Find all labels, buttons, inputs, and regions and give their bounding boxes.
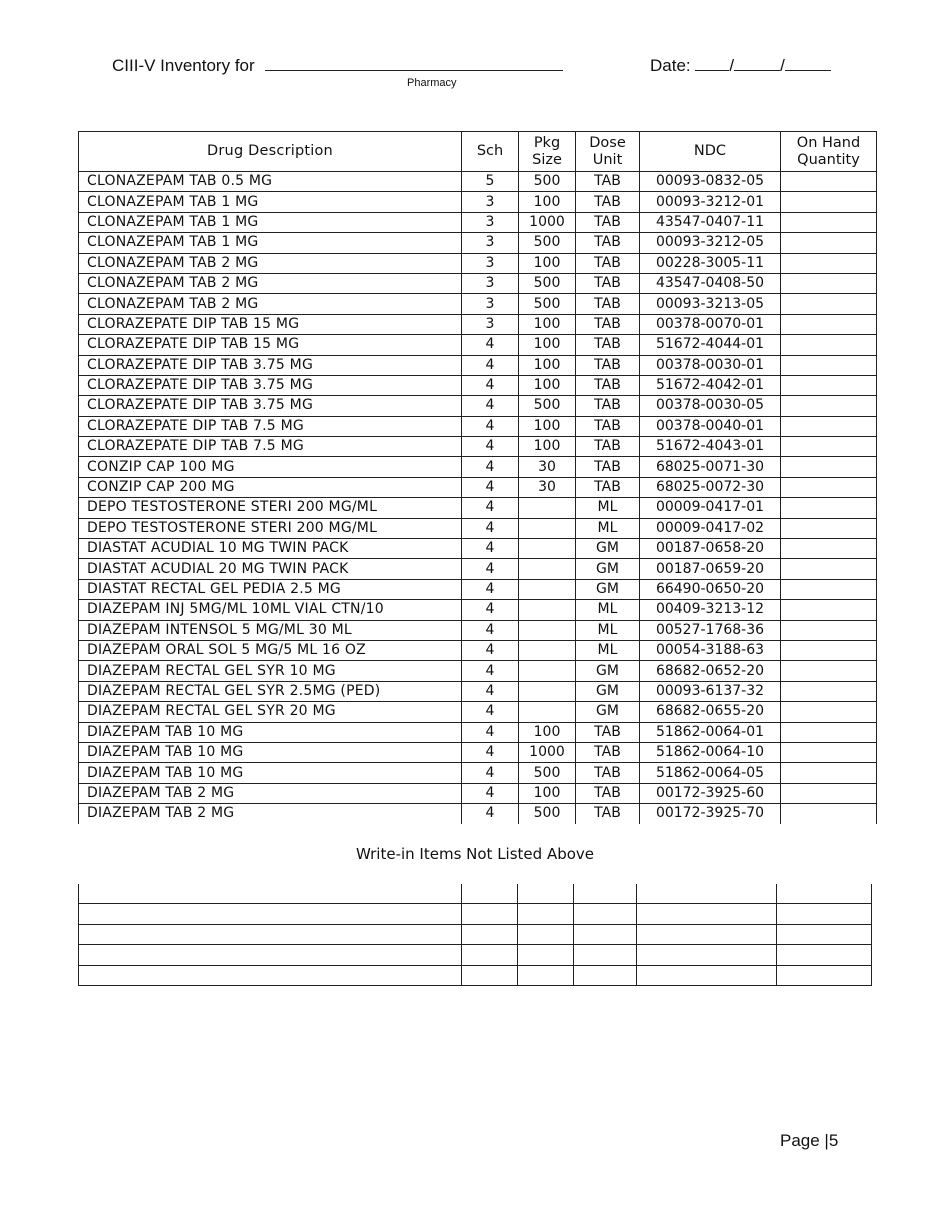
table-row [79, 355, 877, 375]
on-hand-quantity-cell[interactable] [781, 457, 877, 477]
pkg-size-cell: 1000 [519, 742, 576, 762]
on-hand-quantity-cell[interactable] [781, 702, 877, 722]
ndc-cell: 51862-0064-05 [640, 763, 781, 783]
sch-cell: 4 [462, 783, 519, 803]
write-in-table [78, 884, 872, 986]
drug-description-cell: CLONAZEPAM TAB 1 MG [79, 212, 462, 232]
write-in-cell[interactable] [574, 945, 637, 965]
pkg-size-cell: 500 [519, 273, 576, 293]
table-row [79, 192, 877, 212]
write-in-cell[interactable] [777, 945, 872, 965]
sch-cell: 3 [462, 294, 519, 314]
dose-unit-cell: TAB [576, 233, 640, 253]
table-row [79, 437, 877, 457]
ndc-cell: 00009-0417-01 [640, 498, 781, 518]
dose-unit-cell: ML [576, 600, 640, 620]
date-day-blank[interactable] [734, 56, 780, 71]
drug-description-cell: CLORAZEPATE DIP TAB 7.5 MG [79, 416, 462, 436]
dose-unit-cell: TAB [576, 763, 640, 783]
table-row [79, 539, 877, 559]
write-in-row [79, 965, 872, 985]
write-in-cell[interactable] [79, 904, 462, 924]
dose-unit-cell: TAB [576, 722, 640, 742]
drug-description-cell: CLONAZEPAM TAB 2 MG [79, 294, 462, 314]
date-month-blank[interactable] [695, 56, 729, 71]
pkg-size-cell: 1000 [519, 212, 576, 232]
on-hand-quantity-cell[interactable] [781, 498, 877, 518]
sch-cell: 4 [462, 375, 519, 395]
ndc-cell: 00093-3212-01 [640, 192, 781, 212]
drug-description-cell: DIAZEPAM TAB 2 MG [79, 804, 462, 824]
write-in-cell[interactable] [79, 924, 462, 944]
write-in-cell[interactable] [574, 904, 637, 924]
drug-description-cell: CLORAZEPATE DIP TAB 3.75 MG [79, 375, 462, 395]
table-row [79, 681, 877, 701]
table-row [79, 600, 877, 620]
dose-unit-cell: TAB [576, 335, 640, 355]
sch-cell: 3 [462, 212, 519, 232]
table-row [79, 702, 877, 722]
on-hand-quantity-cell[interactable] [781, 539, 877, 559]
sch-cell: 3 [462, 314, 519, 334]
table-row [79, 804, 877, 824]
write-in-cell[interactable] [518, 945, 574, 965]
pkg-size-cell: 30 [519, 457, 576, 477]
drug-description-cell: DIAZEPAM TAB 10 MG [79, 742, 462, 762]
date-separator: / [780, 56, 785, 75]
sch-cell: 4 [462, 498, 519, 518]
dose-unit-cell: TAB [576, 172, 640, 192]
ndc-cell: 00187-0659-20 [640, 559, 781, 579]
write-in-row [79, 904, 872, 924]
table-row [79, 273, 877, 293]
date-label: Date: [650, 56, 691, 75]
write-in-cell[interactable] [518, 924, 574, 944]
drug-description-cell: DIAZEPAM TAB 2 MG [79, 783, 462, 803]
ndc-cell: 51672-4042-01 [640, 375, 781, 395]
table-row [79, 640, 877, 660]
ndc-cell: 00093-6137-32 [640, 681, 781, 701]
sch-cell: 4 [462, 355, 519, 375]
table-row [79, 375, 877, 395]
pkg-size-cell [519, 620, 576, 640]
table-row [79, 457, 877, 477]
sch-cell: 3 [462, 233, 519, 253]
ndc-cell: 68682-0655-20 [640, 702, 781, 722]
on-hand-quantity-cell[interactable] [781, 477, 877, 497]
dose-unit-cell: TAB [576, 804, 640, 824]
column-header-ndc: NDC [640, 132, 781, 172]
drug-description-cell: DIASTAT ACUDIAL 20 MG TWIN PACK [79, 559, 462, 579]
ndc-cell: 43547-0408-50 [640, 273, 781, 293]
dose-unit-cell: GM [576, 702, 640, 722]
inventory-table [78, 131, 877, 824]
pkg-size-cell: 500 [519, 294, 576, 314]
pkg-size-cell [519, 640, 576, 660]
on-hand-quantity-cell[interactable] [781, 620, 877, 640]
ndc-cell: 51862-0064-10 [640, 742, 781, 762]
on-hand-quantity-cell[interactable] [781, 233, 877, 253]
drug-description-cell: CLORAZEPATE DIP TAB 3.75 MG [79, 355, 462, 375]
ndc-cell: 43547-0407-11 [640, 212, 781, 232]
dose-unit-cell: GM [576, 681, 640, 701]
write-in-heading: Write-in Items Not Listed Above [355, 845, 595, 863]
dose-unit-cell: GM [576, 579, 640, 599]
ndc-cell: 00093-3212-05 [640, 233, 781, 253]
date-separator: / [729, 56, 735, 75]
table-header-row [79, 132, 877, 172]
drug-description-cell: CLONAZEPAM TAB 0.5 MG [79, 172, 462, 192]
ndc-cell: 51862-0064-01 [640, 722, 781, 742]
ndc-cell: 00378-0040-01 [640, 416, 781, 436]
pkg-size-cell [519, 600, 576, 620]
pharmacy-name-line[interactable] [265, 56, 563, 71]
write-in-cell[interactable] [79, 884, 462, 904]
dose-unit-cell: ML [576, 498, 640, 518]
ndc-cell: 00228-3005-11 [640, 253, 781, 273]
drug-description-cell: CLORAZEPATE DIP TAB 7.5 MG [79, 437, 462, 457]
pkg-size-cell [519, 681, 576, 701]
on-hand-quantity-cell[interactable] [781, 763, 877, 783]
on-hand-quantity-cell[interactable] [781, 681, 877, 701]
drug-description-cell: CLONAZEPAM TAB 2 MG [79, 253, 462, 273]
dose-unit-cell: TAB [576, 437, 640, 457]
write-in-row [79, 924, 872, 944]
pkg-size-cell: 500 [519, 172, 576, 192]
pkg-size-cell [519, 661, 576, 681]
write-in-cell[interactable] [518, 904, 574, 924]
write-in-cell[interactable] [518, 884, 574, 904]
page-number: Page |5 [780, 1131, 839, 1150]
write-in-row [79, 884, 872, 904]
write-in-cell[interactable] [79, 945, 462, 965]
ndc-cell: 68025-0072-30 [640, 477, 781, 497]
drug-description-cell: DEPO TESTOSTERONE STERI 200 MG/ML [79, 498, 462, 518]
sch-cell: 4 [462, 681, 519, 701]
sch-cell: 3 [462, 253, 519, 273]
table-row [79, 722, 877, 742]
sch-cell: 4 [462, 518, 519, 538]
on-hand-quantity-cell[interactable] [781, 579, 877, 599]
on-hand-quantity-cell[interactable] [781, 742, 877, 762]
ndc-cell: 00093-0832-05 [640, 172, 781, 192]
table-row [79, 233, 877, 253]
dose-unit-cell: ML [576, 518, 640, 538]
pkg-size-cell: 100 [519, 375, 576, 395]
pharmacy-caption: Pharmacy [407, 77, 457, 89]
table-row [79, 314, 877, 334]
write-in-cell[interactable] [574, 924, 637, 944]
table-row [79, 498, 877, 518]
pkg-size-cell: 500 [519, 396, 576, 416]
on-hand-quantity-cell[interactable] [781, 437, 877, 457]
dose-unit-cell: ML [576, 620, 640, 640]
on-hand-quantity-cell[interactable] [781, 804, 877, 824]
pkg-size-cell: 500 [519, 804, 576, 824]
on-hand-quantity-cell[interactable] [781, 640, 877, 660]
dose-unit-cell: TAB [576, 253, 640, 273]
pkg-size-cell [519, 518, 576, 538]
write-in-cell[interactable] [462, 945, 518, 965]
on-hand-quantity-cell[interactable] [781, 314, 877, 334]
sch-cell: 4 [462, 396, 519, 416]
on-hand-quantity-cell[interactable] [781, 396, 877, 416]
table-row [79, 172, 877, 192]
ndc-cell: 00527-1768-36 [640, 620, 781, 640]
sch-cell: 4 [462, 477, 519, 497]
inventory-title [112, 56, 563, 76]
sch-cell: 4 [462, 702, 519, 722]
dose-unit-cell: GM [576, 539, 640, 559]
write-in-cell[interactable] [462, 904, 518, 924]
write-in-cell[interactable] [637, 924, 777, 944]
date-year-blank[interactable] [785, 56, 831, 71]
drug-description-cell: CLORAZEPATE DIP TAB 15 MG [79, 335, 462, 355]
sch-cell: 4 [462, 620, 519, 640]
on-hand-quantity-cell[interactable] [781, 172, 877, 192]
dose-unit-cell: TAB [576, 355, 640, 375]
drug-description-cell: CLONAZEPAM TAB 2 MG [79, 273, 462, 293]
column-header-on-hand-quantity: On Hand Quantity [781, 132, 877, 172]
on-hand-quantity-cell[interactable] [781, 335, 877, 355]
on-hand-quantity-cell[interactable] [781, 600, 877, 620]
drug-description-cell: CLONAZEPAM TAB 1 MG [79, 192, 462, 212]
sch-cell: 4 [462, 457, 519, 477]
write-in-cell[interactable] [637, 945, 777, 965]
dose-unit-cell: TAB [576, 294, 640, 314]
table-row [79, 742, 877, 762]
table-row [79, 416, 877, 436]
dose-unit-cell: TAB [576, 457, 640, 477]
title-text: CIII-V Inventory for [112, 56, 255, 75]
write-in-cell[interactable] [574, 965, 637, 985]
drug-description-cell: CONZIP CAP 100 MG [79, 457, 462, 477]
write-in-cell[interactable] [777, 904, 872, 924]
write-in-cell[interactable] [777, 924, 872, 944]
ndc-cell: 51672-4043-01 [640, 437, 781, 457]
drug-description-cell: DIAZEPAM ORAL SOL 5 MG/5 ML 16 OZ [79, 640, 462, 660]
sch-cell: 4 [462, 539, 519, 559]
pkg-size-cell: 100 [519, 192, 576, 212]
dose-unit-cell: ML [576, 640, 640, 660]
ndc-cell: 00009-0417-02 [640, 518, 781, 538]
on-hand-quantity-cell[interactable] [781, 294, 877, 314]
on-hand-quantity-cell[interactable] [781, 559, 877, 579]
table-row [79, 783, 877, 803]
ndc-cell: 00378-0030-05 [640, 396, 781, 416]
dose-unit-cell: TAB [576, 783, 640, 803]
page-header [0, 0, 950, 120]
pkg-size-cell [519, 539, 576, 559]
sch-cell: 4 [462, 579, 519, 599]
dose-unit-cell: TAB [576, 477, 640, 497]
table-row [79, 559, 877, 579]
sch-cell: 4 [462, 722, 519, 742]
write-in-cell[interactable] [637, 884, 777, 904]
drug-description-cell: DIAZEPAM TAB 10 MG [79, 763, 462, 783]
dose-unit-cell: TAB [576, 314, 640, 334]
pkg-size-cell [519, 702, 576, 722]
column-header-dose-unit: Dose Unit [576, 132, 640, 172]
dose-unit-cell: TAB [576, 273, 640, 293]
dose-unit-cell: TAB [576, 416, 640, 436]
dose-unit-cell: GM [576, 661, 640, 681]
drug-description-cell: DIAZEPAM TAB 10 MG [79, 722, 462, 742]
table-row [79, 518, 877, 538]
sch-cell: 4 [462, 559, 519, 579]
ndc-cell: 00093-3213-05 [640, 294, 781, 314]
write-in-cell[interactable] [462, 924, 518, 944]
on-hand-quantity-cell[interactable] [781, 783, 877, 803]
drug-description-cell: CLONAZEPAM TAB 1 MG [79, 233, 462, 253]
on-hand-quantity-cell[interactable] [781, 375, 877, 395]
write-in-cell[interactable] [777, 884, 872, 904]
date-field [650, 56, 831, 76]
table-row [79, 253, 877, 273]
drug-description-cell: DIAZEPAM INJ 5MG/ML 10ML VIAL CTN/10 [79, 600, 462, 620]
column-header-drug-description: Drug Description [79, 132, 462, 172]
on-hand-quantity-cell[interactable] [781, 273, 877, 293]
dose-unit-cell: TAB [576, 742, 640, 762]
pkg-size-cell [519, 498, 576, 518]
on-hand-quantity-cell[interactable] [781, 192, 877, 212]
drug-description-cell: DIASTAT RECTAL GEL PEDIA 2.5 MG [79, 579, 462, 599]
table-row [79, 661, 877, 681]
pkg-size-cell: 100 [519, 314, 576, 334]
write-in-cell[interactable] [637, 904, 777, 924]
pkg-size-cell: 100 [519, 416, 576, 436]
ndc-cell: 66490-0650-20 [640, 579, 781, 599]
sch-cell: 4 [462, 416, 519, 436]
table-row [79, 620, 877, 640]
sch-cell: 4 [462, 600, 519, 620]
pkg-size-cell [519, 579, 576, 599]
table-row [79, 294, 877, 314]
ndc-cell: 68025-0071-30 [640, 457, 781, 477]
dose-unit-cell: GM [576, 559, 640, 579]
table-row [79, 579, 877, 599]
pkg-size-cell: 500 [519, 233, 576, 253]
sch-cell: 5 [462, 172, 519, 192]
ndc-cell: 51672-4044-01 [640, 335, 781, 355]
on-hand-quantity-cell[interactable] [781, 518, 877, 538]
sch-cell: 4 [462, 763, 519, 783]
on-hand-quantity-cell[interactable] [781, 253, 877, 273]
write-in-cell[interactable] [462, 884, 518, 904]
on-hand-quantity-cell[interactable] [781, 355, 877, 375]
dose-unit-cell: TAB [576, 375, 640, 395]
sch-cell: 3 [462, 192, 519, 212]
write-in-cell[interactable] [462, 965, 518, 985]
drug-description-cell: CONZIP CAP 200 MG [79, 477, 462, 497]
dose-unit-cell: TAB [576, 192, 640, 212]
drug-description-cell: DIASTAT ACUDIAL 10 MG TWIN PACK [79, 539, 462, 559]
pkg-size-cell: 500 [519, 763, 576, 783]
table-row [79, 335, 877, 355]
table-row [79, 212, 877, 232]
dose-unit-cell: TAB [576, 212, 640, 232]
ndc-cell: 00378-0030-01 [640, 355, 781, 375]
ndc-cell: 00172-3925-60 [640, 783, 781, 803]
column-header-pkg-size: Pkg Size [519, 132, 576, 172]
pkg-size-cell: 30 [519, 477, 576, 497]
write-in-cell[interactable] [637, 965, 777, 985]
write-in-row [79, 945, 872, 965]
sch-cell: 4 [462, 661, 519, 681]
drug-description-cell: DIAZEPAM RECTAL GEL SYR 20 MG [79, 702, 462, 722]
table-row [79, 763, 877, 783]
table-row [79, 396, 877, 416]
sch-cell: 4 [462, 640, 519, 660]
ndc-cell: 00054-3188-63 [640, 640, 781, 660]
write-in-cell[interactable] [79, 965, 462, 985]
column-header-sch: Sch [462, 132, 519, 172]
write-in-cell[interactable] [574, 884, 637, 904]
on-hand-quantity-cell[interactable] [781, 722, 877, 742]
drug-description-cell: CLORAZEPATE DIP TAB 15 MG [79, 314, 462, 334]
pkg-size-cell: 100 [519, 783, 576, 803]
sch-cell: 4 [462, 437, 519, 457]
ndc-cell: 00378-0070-01 [640, 314, 781, 334]
write-in-cell[interactable] [518, 965, 574, 985]
sch-cell: 3 [462, 273, 519, 293]
drug-description-cell: DIAZEPAM RECTAL GEL SYR 2.5MG (PED) [79, 681, 462, 701]
dose-unit-cell: TAB [576, 396, 640, 416]
sch-cell: 4 [462, 335, 519, 355]
ndc-cell: 00409-3213-12 [640, 600, 781, 620]
pkg-size-cell: 100 [519, 355, 576, 375]
drug-description-cell: DIAZEPAM INTENSOL 5 MG/ML 30 ML [79, 620, 462, 640]
on-hand-quantity-cell[interactable] [781, 416, 877, 436]
ndc-cell: 68682-0652-20 [640, 661, 781, 681]
on-hand-quantity-cell[interactable] [781, 212, 877, 232]
drug-description-cell: DIAZEPAM RECTAL GEL SYR 10 MG [79, 661, 462, 681]
pkg-size-cell: 100 [519, 335, 576, 355]
pkg-size-cell: 100 [519, 722, 576, 742]
write-in-cell[interactable] [777, 965, 872, 985]
pkg-size-cell [519, 559, 576, 579]
drug-description-cell: DEPO TESTOSTERONE STERI 200 MG/ML [79, 518, 462, 538]
ndc-cell: 00187-0658-20 [640, 539, 781, 559]
sch-cell: 4 [462, 742, 519, 762]
drug-description-cell: CLORAZEPATE DIP TAB 3.75 MG [79, 396, 462, 416]
sch-cell: 4 [462, 804, 519, 824]
table-row [79, 477, 877, 497]
pkg-size-cell: 100 [519, 437, 576, 457]
ndc-cell: 00172-3925-70 [640, 804, 781, 824]
pkg-size-cell: 100 [519, 253, 576, 273]
on-hand-quantity-cell[interactable] [781, 661, 877, 681]
